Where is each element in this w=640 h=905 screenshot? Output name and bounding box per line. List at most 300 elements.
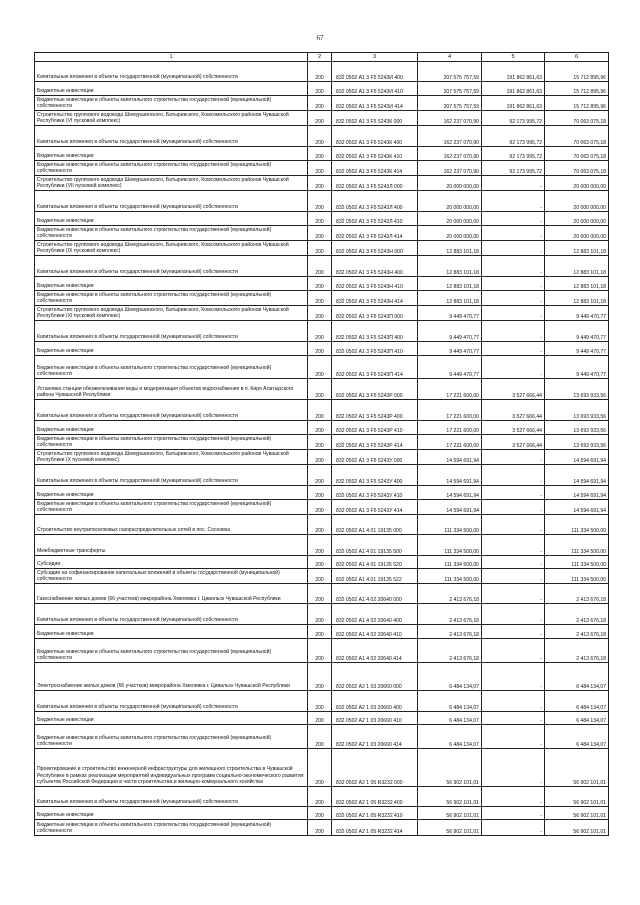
column-header: 1 <box>35 53 308 62</box>
code-cell: 200 <box>308 126 332 147</box>
amount-cell: 12 883 101,18 <box>418 256 482 277</box>
amount-cell: 9 449 470,77 <box>418 321 482 342</box>
amount-cell: - <box>482 556 545 569</box>
table-row <box>35 639 609 663</box>
amount-cell: 12 883 101,18 <box>418 291 482 306</box>
amount-cell: 13 693 933,56 <box>545 421 609 435</box>
item-name-cell: Строительство группового водовода Шемуршинского, Батыревского, Комсомольского районов Чувашской Республики (VI пусковой комплекс) <box>35 111 308 126</box>
amount-cell: 20 000 000,00 <box>418 226 482 241</box>
amount-cell: 6 484 134,07 <box>545 725 609 749</box>
item-name-cell: Строительство группового водовода Шемуршинского, Батыревского, Комсомольского районов Чувашской Республики (VII пусковой комплекс) <box>35 176 308 191</box>
amount-cell: - <box>482 787 545 807</box>
amount-cell: - <box>482 807 545 820</box>
amount-cell: 111 334 500,00 <box>545 515 609 535</box>
amount-cell: 20 000 000,00 <box>545 176 609 191</box>
amount-cell: 14 594 691,94 <box>545 486 609 500</box>
code-cell: 200 <box>308 226 332 241</box>
amount-cell: 6 484 134,07 <box>418 712 482 725</box>
amount-cell: 6 484 134,07 <box>545 663 609 691</box>
column-header: 4 <box>418 53 482 62</box>
amount-cell: - <box>482 515 545 535</box>
item-name-cell: Установка станции обезжелезивания воды и модернизация объектов водоснабжения в п. Киря Алатырского района Чувашской Республики <box>35 379 308 400</box>
item-name-cell: Капитальные вложения в объекты государственной (муниципальной) собственности <box>35 191 308 212</box>
amount-cell: - <box>482 639 545 663</box>
amount-cell: 15 712 895,96 <box>545 96 609 111</box>
table-row <box>35 625 609 639</box>
amount-cell: 14 594 691,94 <box>545 465 609 486</box>
classification-code-cell: 832 0502 А1 4 01 19135 522 <box>332 569 418 584</box>
code-cell: 200 <box>308 569 332 584</box>
amount-cell: 2 413 676,18 <box>545 639 609 663</box>
table-row <box>35 62 609 82</box>
amount-cell: 3 527 666,44 <box>482 421 545 435</box>
code-cell: 200 <box>308 450 332 465</box>
item-name-cell: Бюджетные инвестиции в объекты капитального строительства государственной (муниципальной) собственности <box>35 500 308 515</box>
code-cell: 200 <box>308 820 332 836</box>
column-header: 3 <box>332 53 418 62</box>
table-row <box>35 226 609 241</box>
classification-code-cell: 832 0502 А1 3 F5 5243Л 400 <box>332 191 418 212</box>
amount-cell: 56 902 101,01 <box>545 749 609 787</box>
code-cell: 200 <box>308 96 332 111</box>
amount-cell: 92 173 995,72 <box>482 126 545 147</box>
table-row <box>35 556 609 569</box>
classification-code-cell: 832 0502 А2 1 05 R3232 410 <box>332 807 418 820</box>
code-cell: 200 <box>308 321 332 342</box>
table-row <box>35 291 609 306</box>
table-row <box>35 691 609 712</box>
amount-cell: 9 449 470,77 <box>545 321 609 342</box>
amount-cell: 20 000 000,00 <box>418 212 482 226</box>
code-cell: 200 <box>308 111 332 126</box>
amount-cell: 15 712 895,96 <box>545 62 609 82</box>
classification-code-cell: 832 0502 А1 3 F5 5243Л 410 <box>332 212 418 226</box>
classification-code-cell: 832 0502 А2 1 03 20660 400 <box>332 691 418 712</box>
amount-cell: - <box>482 291 545 306</box>
item-name-cell: Строительство группового водовода Шемуршинского, Батыревского, Комсомольского районов Чувашской Республики (X пусковой комплекс) <box>35 450 308 465</box>
amount-cell: - <box>482 625 545 639</box>
table-row <box>35 212 609 226</box>
page-number: 67 <box>316 34 324 42</box>
amount-cell: 6 484 134,07 <box>418 725 482 749</box>
amount-cell: 3 527 666,44 <box>482 400 545 421</box>
code-cell: 200 <box>308 277 332 291</box>
amount-cell: - <box>482 691 545 712</box>
item-name-cell: Межбюджетные трансферты <box>35 535 308 556</box>
amount-cell: 70 063 075,18 <box>545 111 609 126</box>
column-header: 5 <box>482 53 545 62</box>
code-cell: 200 <box>308 807 332 820</box>
code-cell: 200 <box>308 500 332 515</box>
classification-code-cell: 832 0502 А1 3 F5 5243К 000 <box>332 111 418 126</box>
table-row <box>35 486 609 500</box>
column-header: 6 <box>545 53 609 62</box>
column-header: 2 <box>308 53 332 62</box>
table-row <box>35 435 609 450</box>
item-name-cell: Капитальные вложения в объекты государственной (муниципальной) собственности <box>35 400 308 421</box>
item-name-cell: Бюджетные инвестиции <box>35 212 308 226</box>
amount-cell: 17 221 600,00 <box>418 379 482 400</box>
code-cell: 200 <box>308 421 332 435</box>
amount-cell: - <box>482 725 545 749</box>
code-cell: 200 <box>308 663 332 691</box>
item-name-cell: Субсидии <box>35 556 308 569</box>
amount-cell: 14 594 691,94 <box>545 450 609 465</box>
classification-code-cell: 832 0502 А1 3 F5 5243У 414 <box>332 500 418 515</box>
classification-code-cell: 832 0502 А1 4 01 19135 520 <box>332 556 418 569</box>
table-row <box>35 82 609 96</box>
classification-code-cell: 832 0502 А1 3 F5 5243Н 414 <box>332 291 418 306</box>
amount-cell: 56 902 101,01 <box>418 807 482 820</box>
classification-code-cell: 832 0502 А1 3 F5 5243К 414 <box>332 161 418 176</box>
classification-code-cell: 832 0502 А1 4 02 20640 000 <box>332 584 418 604</box>
amount-cell: 2 413 676,18 <box>545 604 609 625</box>
amount-cell: 13 693 933,56 <box>545 435 609 450</box>
amount-cell: 207 575 757,59 <box>418 82 482 96</box>
item-name-cell: Бюджетные инвестиции в объекты капитального строительства государственной (муниципальной) собственности <box>35 161 308 176</box>
amount-cell: 162 237 070,90 <box>418 161 482 176</box>
amount-cell: - <box>482 712 545 725</box>
table-row <box>35 356 609 379</box>
table-row <box>35 535 609 556</box>
item-name-cell: Бюджетные инвестиции <box>35 342 308 356</box>
code-cell: 200 <box>308 465 332 486</box>
amount-cell: 111 334 500,00 <box>545 569 609 584</box>
item-name-cell: Бюджетные инвестиции в объекты капитального строительства государственной (муниципальной) собственности <box>35 435 308 450</box>
amount-cell: 70 063 075,18 <box>545 147 609 161</box>
item-name-cell: Бюджетные инвестиции <box>35 712 308 725</box>
item-name-cell: Строительство группового водовода Шемуршинского, Батыревского, Комсомольского районов Чувашской Республики (IX пусковой комплекс) <box>35 241 308 256</box>
amount-cell: 9 449 470,77 <box>418 356 482 379</box>
amount-cell: - <box>482 486 545 500</box>
amount-cell: 6 484 134,07 <box>418 691 482 712</box>
table-row <box>35 421 609 435</box>
amount-cell: 56 902 101,01 <box>418 787 482 807</box>
classification-code-cell: 832 0502 А1 3 F5 5243К 410 <box>332 147 418 161</box>
amount-cell: 56 902 101,01 <box>545 787 609 807</box>
code-cell: 200 <box>308 515 332 535</box>
classification-code-cell: 832 0502 А1 3 F5 5243П 400 <box>332 321 418 342</box>
item-name-cell: Капитальные вложения в объекты государственной (муниципальной) собственности <box>35 321 308 342</box>
table-row <box>35 191 609 212</box>
code-cell: 200 <box>308 356 332 379</box>
amount-cell: 9 449 470,77 <box>418 342 482 356</box>
table-row <box>35 749 609 787</box>
amount-cell: 191 862 861,63 <box>482 62 545 82</box>
item-name-cell: Электроснабжение жилых домов (66 участков) микрорайона Хмелевка г. Цивильск Чувашской Республики <box>35 663 308 691</box>
amount-cell: 191 862 861,63 <box>482 96 545 111</box>
amount-cell: - <box>482 306 545 321</box>
amount-cell: 56 902 101,01 <box>545 807 609 820</box>
table-row <box>35 712 609 725</box>
amount-cell: - <box>482 321 545 342</box>
table-row <box>35 96 609 111</box>
amount-cell: 6 484 134,07 <box>545 691 609 712</box>
item-name-cell: Бюджетные инвестиции <box>35 277 308 291</box>
item-name-cell: Бюджетные инвестиции в объекты капитального строительства государственной (муниципальной) собственности <box>35 291 308 306</box>
amount-cell: - <box>482 604 545 625</box>
code-cell: 200 <box>308 161 332 176</box>
amount-cell: 6 484 134,07 <box>418 663 482 691</box>
table-row <box>35 241 609 256</box>
item-name-cell: Строительство группового водовода Шемуршинского, Батыревского, Комсомольского районов Чувашской Республики (XI пусковой комплекс) <box>35 306 308 321</box>
amount-cell: 17 221 600,00 <box>418 435 482 450</box>
amount-cell: 9 449 470,77 <box>545 306 609 321</box>
amount-cell: 14 594 691,94 <box>418 500 482 515</box>
amount-cell: 14 594 691,94 <box>418 465 482 486</box>
item-name-cell: Бюджетные инвестиции <box>35 147 308 161</box>
table-row <box>35 277 609 291</box>
amount-cell: 92 173 995,72 <box>482 111 545 126</box>
table-row <box>35 584 609 604</box>
item-name-cell: Бюджетные инвестиции в объекты капитального строительства государственной (муниципальной) собственности <box>35 820 308 836</box>
amount-cell: 2 413 676,18 <box>418 584 482 604</box>
amount-cell: 162 237 070,90 <box>418 126 482 147</box>
amount-cell: 111 334 500,00 <box>418 556 482 569</box>
classification-code-cell: 832 0502 А2 1 05 R3232 000 <box>332 749 418 787</box>
code-cell: 200 <box>308 712 332 725</box>
amount-cell: 162 237 070,90 <box>418 111 482 126</box>
amount-cell: 2 413 676,18 <box>545 584 609 604</box>
item-name-cell: Бюджетные инвестиции <box>35 421 308 435</box>
amount-cell: 2 413 676,18 <box>418 639 482 663</box>
code-cell: 200 <box>308 191 332 212</box>
item-name-cell: Капитальные вложения в объекты государственной (муниципальной) собственности <box>35 787 308 807</box>
code-cell: 200 <box>308 604 332 625</box>
code-cell: 200 <box>308 342 332 356</box>
amount-cell: 9 449 470,77 <box>418 306 482 321</box>
code-cell: 200 <box>308 379 332 400</box>
amount-cell: 13 693 933,56 <box>545 379 609 400</box>
amount-cell: - <box>482 584 545 604</box>
item-name-cell: Бюджетные инвестиции <box>35 486 308 500</box>
classification-code-cell: 832 0502 А1 3 F5 5243И 414 <box>332 96 418 111</box>
amount-cell: - <box>482 500 545 515</box>
classification-code-cell: 832 0502 А1 3 F5 5243К 400 <box>332 126 418 147</box>
amount-cell: 56 902 101,01 <box>418 820 482 836</box>
amount-cell: 111 334 500,00 <box>418 569 482 584</box>
classification-code-cell: 832 0502 А2 1 03 20660 414 <box>332 725 418 749</box>
amount-cell: 111 334 500,00 <box>545 535 609 556</box>
classification-code-cell: 832 0502 А1 3 F5 5243У 000 <box>332 450 418 465</box>
amount-cell: - <box>482 663 545 691</box>
classification-code-cell: 832 0502 А1 3 F5 5243П 000 <box>332 306 418 321</box>
classification-code-cell: 832 0502 А1 4 01 19135 000 <box>332 515 418 535</box>
item-name-cell: Капитальные вложения в объекты государственной (муниципальной) собственности <box>35 62 308 82</box>
classification-code-cell: 832 0502 А1 3 F5 5243И 400 <box>332 62 418 82</box>
amount-cell: 111 334 500,00 <box>418 515 482 535</box>
code-cell: 200 <box>308 486 332 500</box>
amount-cell: - <box>482 820 545 836</box>
classification-code-cell: 832 0502 А1 3 F5 5243Л 000 <box>332 176 418 191</box>
item-name-cell: Бюджетные инвестиции <box>35 625 308 639</box>
table-row <box>35 379 609 400</box>
classification-code-cell: 832 0502 А2 1 05 R3232 414 <box>332 820 418 836</box>
code-cell: 200 <box>308 691 332 712</box>
amount-cell: 14 594 691,94 <box>418 486 482 500</box>
code-cell: 200 <box>308 212 332 226</box>
amount-cell: 12 883 101,18 <box>545 291 609 306</box>
item-name-cell: Бюджетные инвестиции <box>35 807 308 820</box>
table-row <box>35 569 609 584</box>
amount-cell: 20 000 000,00 <box>545 191 609 212</box>
amount-cell: 12 883 101,18 <box>545 256 609 277</box>
amount-cell: 3 527 666,44 <box>482 379 545 400</box>
table-row <box>35 787 609 807</box>
code-cell: 200 <box>308 584 332 604</box>
amount-cell: 17 221 600,00 <box>418 421 482 435</box>
amount-cell: - <box>482 212 545 226</box>
classification-code-cell: 832 0502 А1 3 F5 5243Р 414 <box>332 435 418 450</box>
amount-cell: - <box>482 749 545 787</box>
item-name-cell: Капитальные вложения в объекты государственной (муниципальной) собственности <box>35 126 308 147</box>
code-cell: 200 <box>308 749 332 787</box>
classification-code-cell: 832 0502 А1 3 F5 5243Р 410 <box>332 421 418 435</box>
table-row <box>35 176 609 191</box>
classification-code-cell: 832 0502 А1 3 F5 5243И 410 <box>332 82 418 96</box>
classification-code-cell: 832 0502 А1 4 01 19135 500 <box>332 535 418 556</box>
code-cell: 200 <box>308 306 332 321</box>
classification-code-cell: 832 0502 А1 4 02 20640 400 <box>332 604 418 625</box>
amount-cell: 56 902 101,01 <box>545 820 609 836</box>
item-name-cell: Капитальные вложения в объекты государственной (муниципальной) собственности <box>35 691 308 712</box>
amount-cell: 191 862 861,63 <box>482 82 545 96</box>
classification-code-cell: 832 0502 А1 4 02 20640 414 <box>332 639 418 663</box>
amount-cell: 207 575 757,59 <box>418 62 482 82</box>
table-row <box>35 465 609 486</box>
amount-cell: 70 063 075,18 <box>545 161 609 176</box>
classification-code-cell: 832 0502 А1 4 02 20640 410 <box>332 625 418 639</box>
amount-cell: - <box>482 256 545 277</box>
amount-cell: 9 449 470,77 <box>545 342 609 356</box>
amount-cell: 17 221 600,00 <box>418 400 482 421</box>
classification-code-cell: 832 0502 А1 3 F5 5243Н 000 <box>332 241 418 256</box>
table-row <box>35 604 609 625</box>
table-row <box>35 500 609 515</box>
amount-cell: 20 000 000,00 <box>418 176 482 191</box>
item-name-cell: Газоснабжение жилых домов (66 участков) микрорайона Хмелевка г. Цивильск Чувашской Республики <box>35 584 308 604</box>
code-cell: 200 <box>308 625 332 639</box>
amount-cell: 207 575 757,59 <box>418 96 482 111</box>
amount-cell: 15 712 895,96 <box>545 82 609 96</box>
amount-cell: 162 237 070,90 <box>418 147 482 161</box>
amount-cell: 14 594 691,94 <box>418 450 482 465</box>
amount-cell: - <box>482 569 545 584</box>
amount-cell: 20 000 000,00 <box>545 212 609 226</box>
amount-cell: 70 063 075,18 <box>545 126 609 147</box>
item-name-cell: Капитальные вложения в объекты государственной (муниципальной) собственности <box>35 604 308 625</box>
table-row <box>35 663 609 691</box>
amount-cell: 2 413 676,18 <box>418 625 482 639</box>
amount-cell: 9 449 470,77 <box>545 356 609 379</box>
amount-cell: 111 334 500,00 <box>418 535 482 556</box>
code-cell: 200 <box>308 535 332 556</box>
table-row <box>35 147 609 161</box>
code-cell: 200 <box>308 725 332 749</box>
classification-code-cell: 832 0502 А1 3 F5 5243У 400 <box>332 465 418 486</box>
classification-code-cell: 832 0502 А1 3 F5 5243Л 414 <box>332 226 418 241</box>
table-row <box>35 111 609 126</box>
code-cell: 200 <box>308 82 332 96</box>
amount-cell: 12 883 101,18 <box>545 277 609 291</box>
column-header-row <box>35 53 609 62</box>
table-row <box>35 126 609 147</box>
table-row <box>35 807 609 820</box>
amount-cell: - <box>482 176 545 191</box>
code-cell: 200 <box>308 176 332 191</box>
table-row <box>35 161 609 176</box>
amount-cell: 12 883 101,18 <box>418 241 482 256</box>
code-cell: 200 <box>308 147 332 161</box>
item-name-cell: Капитальные вложения в объекты государственной (муниципальной) собственности <box>35 256 308 277</box>
amount-cell: 12 883 101,18 <box>545 241 609 256</box>
code-cell: 200 <box>308 400 332 421</box>
amount-cell: - <box>482 342 545 356</box>
table-row <box>35 450 609 465</box>
amount-cell: - <box>482 465 545 486</box>
classification-code-cell: 832 0502 А1 3 F5 5243П 410 <box>332 342 418 356</box>
amount-cell: 20 000 000,00 <box>418 191 482 212</box>
classification-code-cell: 832 0502 А1 3 F5 5243У 410 <box>332 486 418 500</box>
code-cell: 200 <box>308 62 332 82</box>
amount-cell: 56 902 101,01 <box>418 749 482 787</box>
item-name-cell: Бюджетные инвестиции в объекты капитального строительства государственной (муниципальной) собственности <box>35 96 308 111</box>
amount-cell: 13 693 933,56 <box>545 400 609 421</box>
amount-cell: 92 173 995,72 <box>482 147 545 161</box>
classification-code-cell: 832 0502 А1 3 F5 5243Р 000 <box>332 379 418 400</box>
table-row <box>35 400 609 421</box>
item-name-cell: Проектирование и строительство инженерной инфраструктуры для жилищного строительства в Чувашской Республике в рамках реализации мероприятий индивидуальных программ социально-экономического развития субъектов Российской Федерации в части строительства и жилищно-коммунального хозяйства <box>35 749 308 787</box>
amount-cell: - <box>482 277 545 291</box>
code-cell: 200 <box>308 787 332 807</box>
item-name-cell: Капитальные вложения в объекты государственной (муниципальной) собственности <box>35 465 308 486</box>
table-row <box>35 725 609 749</box>
amount-cell: - <box>482 191 545 212</box>
item-name-cell: Субсидии на софинансирование капитальных вложений в объекты государственной (муниципальной) собственности <box>35 569 308 584</box>
item-name-cell: Бюджетные инвестиции в объекты капитального строительства государственной (муниципальной) собственности <box>35 226 308 241</box>
code-cell: 200 <box>308 639 332 663</box>
amount-cell: 92 173 995,72 <box>482 161 545 176</box>
amount-cell: - <box>482 241 545 256</box>
classification-code-cell: 832 0502 А2 1 03 20660 410 <box>332 712 418 725</box>
amount-cell: 3 527 666,44 <box>482 435 545 450</box>
table-row <box>35 820 609 836</box>
amount-cell: 20 000 000,00 <box>545 226 609 241</box>
table-row <box>35 306 609 321</box>
table-row <box>35 515 609 535</box>
amount-cell: 12 883 101,18 <box>418 277 482 291</box>
amount-cell: 6 484 134,07 <box>545 712 609 725</box>
amount-cell: - <box>482 226 545 241</box>
table-row <box>35 342 609 356</box>
classification-code-cell: 832 0502 А1 3 F5 5243Р 400 <box>332 400 418 421</box>
amount-cell: 111 334 500,00 <box>545 556 609 569</box>
classification-code-cell: 832 0502 А1 3 F5 5243Н 400 <box>332 256 418 277</box>
amount-cell: - <box>482 450 545 465</box>
table-row <box>35 256 609 277</box>
classification-code-cell: 832 0502 А1 3 F5 5243П 414 <box>332 356 418 379</box>
code-cell: 200 <box>308 556 332 569</box>
code-cell: 200 <box>308 435 332 450</box>
amount-cell: 14 594 691,94 <box>545 500 609 515</box>
code-cell: 200 <box>308 256 332 277</box>
amount-cell: 2 413 676,18 <box>418 604 482 625</box>
code-cell: 200 <box>308 291 332 306</box>
classification-code-cell: 832 0502 А2 1 03 20660 000 <box>332 663 418 691</box>
amount-cell: - <box>482 535 545 556</box>
amount-cell: - <box>482 356 545 379</box>
table-row <box>35 321 609 342</box>
